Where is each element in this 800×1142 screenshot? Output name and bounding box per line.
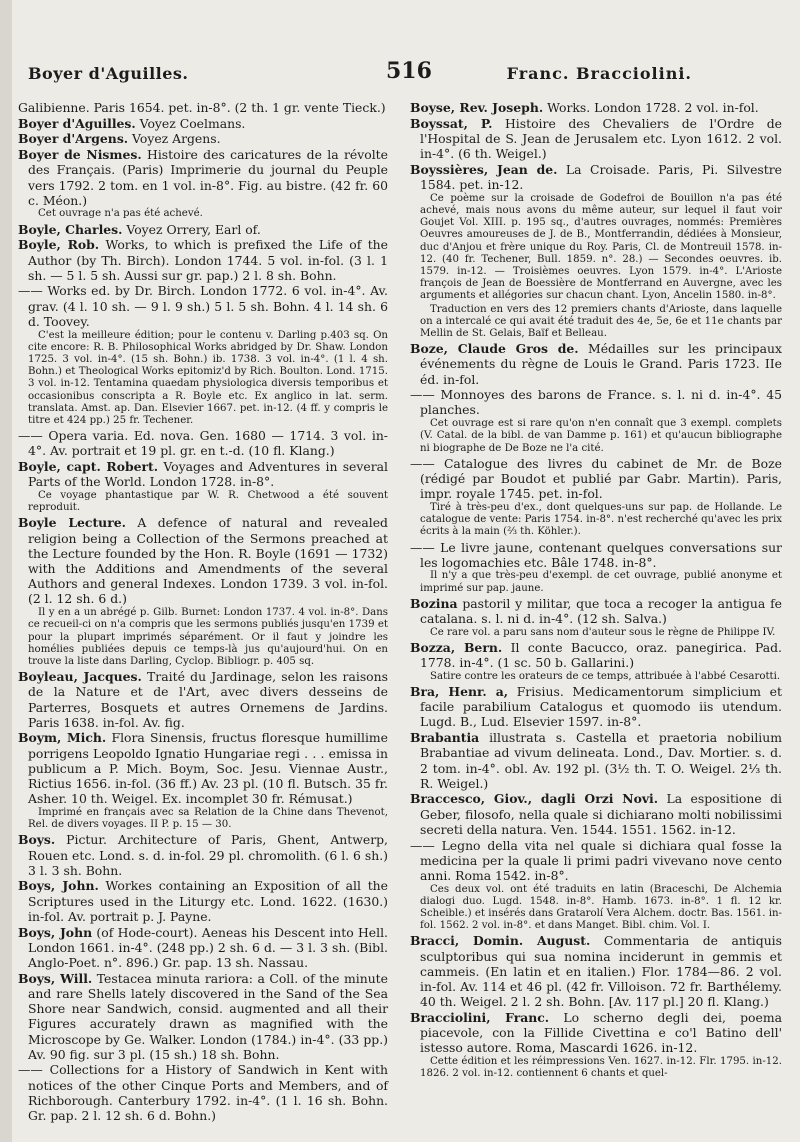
bibliographic-note: Tiré à très-peu d'ex., dont quelques-uns sur pap. de Hollande. Le catalogue de vente: Paris 1754. in-8°. n'est recherché qu'avec les prix écrits à la main (⅔ th. Köhler.). xyxy=(420,501,782,538)
bibliographic-note: Il y en a un abrégé p. Gilb. Burnet: London 1737. 4 vol. in-8°. Dans ce recueil-ci on n'a compris que les sermons publiés jusqu'en 1739 et pour la plupart imprimés séparément. Or il faut y joindre les homélies publiées depuis ce temps-là jus qu'aujourd'hui. On en trouve la liste dans Darling, Cyclop. Bibliogr. p. 405 sq. xyxy=(28,607,388,667)
entry-text: Pictur. Architecture of Paris, Ghent, Antwerp, Rouen etc. Lond. s. d. in-fol. 29 pl. chromolith. (6 l. 6 sh.) 3 l. 3 sh. Bohn. xyxy=(28,832,388,878)
bibliographic-entry xyxy=(18,669,388,730)
entry-text: Flora Sinensis, fructus floresque humillime porrigens Leopoldo Ignatio Hungariae regi . . . emissa in publicum a P. Mich. Boym, Soc. Jesu. Viennae Austr., Rictius 1656. in-fol. (36 ff.) Av. 23 pl. (10 fl. Butsch. 35 fr. Asher. 10 th. Weigel. Ex. incomplet 30 fr. Rémusat.) xyxy=(28,730,389,807)
entry-text: illustrata s. Castella et praetoria nobilium Brabantiae ad vivum delineata. Lond., Dav. Mortier. s. d. 2 tom. in-4°. obl. Av. 192 pl. (3½ th. T. O. Weigel. 2⅓ th. R. Weigel.) xyxy=(420,730,782,791)
entry-heading: Boyle, capt. Robert. xyxy=(18,459,159,475)
entry-text: —— Le livre jaune, contenant quelques conversations sur les logomachies etc. Bâle 1748. in-8°. xyxy=(410,539,782,570)
entry-text: Testacea minuta rariora: a Coll. of the minute and rare Shells lately discovered in the Sand of the Sea Shore near Sandwich, consid. augmented and all their Figures accurately drawn as magnified with the Microscope by Ge. Walker. London (1784.) in-4°. (33 pp.) Av. 90 fig. sur 3 pl. (15 sh.) 18 sh. Bohn. xyxy=(28,970,388,1062)
entry-text: Works. London 1728. 2 vol. in-fol. xyxy=(543,100,759,115)
entry-text: —— Collections for a History of Sandwich in Kent with notices of the other Cinque Ports and Members, and of Richborough. Canterbury 1792. in-4°. (1 l. 16 sh. Bohn. Gr. pap. 2 l. 12 sh. 6 d. Bohn.) xyxy=(18,1062,388,1124)
entry-heading: Boyle, Charles. xyxy=(18,221,123,237)
bibliographic-note: Satire contre les orateurs de ce temps, attribuée à l'abbé Cesarotti. xyxy=(430,670,781,682)
entry-text: —— Works ed. by Dr. Birch. London 1772. 6 vol. in-4°. Av. grav. (4 l. 10 sh. — 9 l. 9 sh.) 5 l. 5 sh. Bohn. 4 l. 14 sh. 6 d. Toovey. xyxy=(18,283,388,329)
entry-text: La Croisade. Paris, Pi. Silvestre 1584. pet. in-12. xyxy=(420,161,783,193)
bibliographic-entry xyxy=(410,1010,782,1056)
bibliographic-entry xyxy=(18,1062,388,1123)
entry-text: Frisius. Medicamentorum simplicium et facile parabilium Catalogus et quomodo iis utendum. Lugd. B., Lud. Elsevier 1597. in-8°. xyxy=(420,684,782,730)
bibliographic-entry xyxy=(18,100,388,115)
bibliographic-note: Ce voyage phantastique par W. R. Chetwood a été souvent reproduit. xyxy=(28,489,388,514)
page-header xyxy=(20,58,776,88)
bibliographic-entry xyxy=(18,515,388,606)
entry-text: pastoril y militar, que toca a recoger la antigua fe catalana. s. l. ni d. in-4°. (12 sh. Salva.) xyxy=(420,595,782,627)
entry-text: Voyez Orrery, Earl of. xyxy=(122,221,261,237)
entry-text: Médailles sur les principaux événements du règne de Louis le Grand. Paris 1723. IIe éd. in-fol. xyxy=(420,341,782,387)
entry-heading: Boys, John. xyxy=(18,878,99,894)
right-column xyxy=(410,100,782,1082)
bibliographic-note: Cet ouvrage est si rare qu'on n'en connaît que 3 exempl. complets (V. Catal. de la bibl. de van Damme p. 161) et qu'aucun bibliographe ni biographe de De Boze ne l'a cité. xyxy=(420,418,782,454)
entry-text: —— Catalogue des livres du cabinet de Mr. de Boze (rédigé par Boudot et publié par Gabr. Martin). Paris, impr. royale 1745. pet. in-fol. xyxy=(410,455,782,502)
entry-text: Galibienne. Paris 1654. pet. in-8°. (2 th. 1 gr. vente Tieck.) xyxy=(18,100,386,115)
entry-text: A defence of natural and revealed religion being a Collection of the Sermons preached at the Lecture founded by the Hon. R. Boyle (1691 — 1732) with the Additions and Amendments of the several Authors and general Indexes. London 1739. 3 vol. in-fol. (2 l. 12 sh. 6 d.) xyxy=(28,515,388,607)
entry-heading: Boyssières, Jean de. xyxy=(410,161,558,177)
bibliographic-note: Imprimé en français avec sa Relation de la Chine dans Thevenot, Rel. de divers voyages. II P. p. 15 — 30. xyxy=(28,806,388,831)
bibliographic-note: Cette édition et les réimpressions Ven. 1627. in-12. Flr. 1795. in-12. 1826. 2 vol. in-12. contiennent 6 chants et quel- xyxy=(420,1056,782,1080)
entry-heading: Boyleau, Jacques. xyxy=(18,669,142,685)
entry-heading: Boyer de Nismes. xyxy=(18,147,142,163)
bibliographic-entry xyxy=(410,791,782,837)
bibliographic-entry xyxy=(18,730,388,806)
entry-text: Histoire des Chevaliers de l'Ordre de l'Hospital de S. Jean de Jerusalem etc. Lyon 1612. 2 vol. in-4°. (6 th. Weigel.) xyxy=(420,115,782,162)
entry-text: Voyages and Adventures in several Parts of the World. London 1728. in-8°. xyxy=(28,459,388,490)
entry-heading: Boze, Claude Gros de. xyxy=(410,341,579,357)
bibliographic-entry xyxy=(18,832,388,878)
bibliographic-entry xyxy=(410,341,782,387)
entry-text: (of Hode-court). Aeneas his Descent into Hell. London 1661. in-4°. (248 pp.) 2 sh. 6 d. — 3 l. 3 sh. (Bibl. Anglo-Poet. n°. 896.) Gr. pap. 13 sh. Nassau. xyxy=(28,924,389,970)
bibliographic-entry xyxy=(410,116,782,162)
entry-heading: Boyer d'Argens. xyxy=(18,131,129,147)
entry-heading: Bracciolini, Franc. xyxy=(410,1010,550,1025)
entry-text: Voyez Coelmans. xyxy=(135,115,246,131)
page-margin-shadow xyxy=(0,0,12,1142)
bibliographic-entry xyxy=(410,933,782,1009)
bibliographic-entry xyxy=(410,456,782,502)
bibliographic-entry xyxy=(410,540,782,570)
bibliographic-entry xyxy=(18,925,388,971)
entry-text: —— Opera varia. Ed. nova. Gen. 1680 — 1714. 3 vol. in-4°. Av. portrait et 19 pl. gr. en t.-d. (10 fl. Klang.) xyxy=(18,428,388,459)
entry-text: Il conte Bacucco, oraz. panegirica. Pad. 1778. in-4°. (1 sc. 50 b. Gallarini.) xyxy=(420,639,782,671)
bibliographic-entry xyxy=(18,237,388,283)
bibliographic-entry xyxy=(18,131,388,146)
bibliographic-entry xyxy=(410,596,782,626)
bibliographic-entry xyxy=(410,838,782,884)
entry-heading: Boyer d'Aguilles. xyxy=(18,115,136,131)
entry-heading: Boym, Mich. xyxy=(18,730,107,746)
running-head-left: Boyer d'Aguilles. xyxy=(28,64,189,83)
bibliographic-note: Cet ouvrage n'a pas été achevé. xyxy=(38,208,203,220)
entry-heading: Boyse, Rev. Joseph. xyxy=(410,100,544,115)
bibliographic-note: Traduction en vers des 12 premiers chants d'Arioste, dans laquelle on a intercalé ce qui avait été traduit des 4e, 5e, 6e et 11e chants par Mellin de St. Gelais, Baïf et Belleau. xyxy=(420,303,782,339)
entry-heading: Bracci, Domin. August. xyxy=(410,933,591,949)
entry-heading: Boyle, Rob. xyxy=(18,237,100,253)
bibliographic-entry xyxy=(18,428,388,458)
bibliographic-entry xyxy=(18,878,388,924)
entry-heading: Braccesco, Giov., dagli Orzi Novi. xyxy=(410,791,659,807)
entry-text: Commentaria de antiquis sculptoribus qui sua nomina inciderunt in gemmis et cammeis. (En latin et en italien.) Flor. 1784—86. 2 vol. in-fol. Av. 114 et 46 pl. (42 fr. Villoison. 72 fr. Barthélemy. 40 th. Weigel. 2 l. 2 sh. Bohn. [Av. 117 pl.] 20 fl. Klang.) xyxy=(420,933,782,1010)
bibliographic-note: Il n'y a que très-peu d'exempl. de cet ouvrage, publié anonyme et imprimé sur pap. jaune. xyxy=(420,570,782,594)
bibliographic-entry xyxy=(18,459,388,489)
entry-text: Histoire des caricatures de la révolte des Français. (Paris) Imprimerie du journal du Peuple vers 1792. 2 tom. en 1 vol. in-8°. Fig. au bistre. (42 fr. 60 c. Méon.) xyxy=(28,147,388,208)
left-column xyxy=(18,100,388,1124)
entry-heading: Bra, Henr. a, xyxy=(410,684,509,700)
entry-text: La espositione di Geber, filosofo, nella quale si dichiarano molti nobilissimi secreti della natura. Ven. 1544. 1551. 1562. in-12. xyxy=(420,791,782,837)
entry-heading: Brabantia xyxy=(410,730,480,746)
entry-heading: Boyle Lecture. xyxy=(18,515,126,531)
entry-heading: Boyssat, P. xyxy=(410,115,493,131)
bibliographic-entry xyxy=(18,283,388,329)
bibliographic-entry xyxy=(18,222,388,237)
bibliographic-note: C'est la meilleure édition; pour le contenu v. Darling p.403 sq. On cite encore: R. B. Philosophical Works abridged by Dr. Shaw. London 1725. 3 vol. in-4°. (15 sh. Bohn.) ib. 1738. 3 vol. in-4°. (1 l. 4 sh. Bohn.) et Theological Works epitomiz'd by Rich. Boulton. Lond. 1715. 3 vol. in-12. Tentamina quaedam physiologica diversis temporibus et occasionibus conscripta a R. Boyle etc. Ex anglico in lat. serm. translata. Amst. ap. Dan. Elsevier 1667. pet. in-12. (4 ff. y compris le titre et 424 pp.) 25 fr. Techener. xyxy=(28,329,388,426)
entry-text: Traité du Jardinage, selon les raisons de la Nature et de l'Art, avec divers desseins de Parterres, Bosquets et autres Ornemens de Jardins. Paris 1638. in-fol. Av. fig. xyxy=(28,669,388,730)
entry-text: Voyez Argens. xyxy=(128,131,221,147)
entry-heading: Boys, Will. xyxy=(18,970,93,986)
entry-heading: Bozina xyxy=(410,595,458,611)
entry-heading: Bozza, Bern. xyxy=(410,639,503,655)
bibliographic-entry xyxy=(18,116,388,131)
bibliographic-entry xyxy=(18,971,388,1062)
entry-text: —— Legno della vita nel quale si dichiara qual fosse la medicina per la quale li primi padri vivevano nove cento anni. Roma 1542. in-8°. xyxy=(410,837,782,883)
running-head-right: Franc. Bracciolini. xyxy=(506,64,692,83)
bibliographic-note: Ces deux vol. ont été traduits en latin (Braceschi, De Alchemia dialogi duo. Lugd. 1548. in-8°. Hamb. 1673. in-8°. 1 fl. 12 kr. Scheible.) et insérés dans Gratarolí Vera Alchem. doctr. Bas. 1561. in-fol. 1562. 2 vol. in-8°. et dans Manget. Bibl. chim. Vol. I. xyxy=(420,883,782,932)
bibliographic-entry xyxy=(410,162,782,192)
bibliographic-entry xyxy=(410,684,782,730)
entry-heading: Boys, John xyxy=(18,924,93,940)
bibliographic-note: Ce rare vol. a paru sans nom d'auteur sous le règne de Philippe IV. xyxy=(430,626,776,638)
entry-text: Lo scherno degli dei, poema piacevole, con la Fillide Civettina e co'l Batino dell' istesso autore. Roma, Mascardi 1626. in-12. xyxy=(420,1010,782,1056)
bibliographic-entry xyxy=(410,730,782,791)
page-number: 516 xyxy=(386,58,432,84)
entry-text: —— Monnoyes des barons de France. s. l. ni d. in-4°. 45 planches. xyxy=(410,387,782,418)
bibliographic-entry xyxy=(410,100,782,115)
entry-text: Workes containing an Exposition of all the Scriptures used in the Liturgy etc. Lond. 1622. (1630.) in-fol. Av. portrait p. J. Payne. xyxy=(28,878,388,924)
bibliographic-entry xyxy=(410,640,782,670)
bibliographic-entry xyxy=(410,387,782,417)
bibliographic-note: Ce poème sur la croisade de Godefroi de Bouillon n'a pas été achevé, mais nous avons du même auteur, sur lequel il faut voir Goujet Vol. XIII. p. 195 sq., d'autres ouvrages, nommés: Premières Oeuvres amoureuses de J. de B., Montferrandin, dédiées à Monsieur, duc d'Anjou et frère unique du Roy. Paris, Cl. de Montreuil 1578. in-12. (40 fr. Techener, Bull. 1859. n°. 28.) — Secondes oeuvres. ib. 1579. in-12. — Troisièmes oeuvres. Lyon 1579. in-4°. L'Arioste françois de Jean de Boessière de Montferrand en Auvergne, avec les arguments et allégories sur chacun chant. Lyon, Ancelin 1580. in-8°. xyxy=(420,192,782,302)
entry-heading: Boys. xyxy=(18,832,56,848)
bibliographic-entry xyxy=(18,147,388,208)
entry-text: Works, to which is prefixed the Life of the Author (by Th. Birch). London 1744. 5 vol. in-fol. (3 l. 1 sh. — 5 l. 5 sh. Aussi sur gr. pap.) 2 l. 8 sh. Bohn. xyxy=(28,237,388,283)
